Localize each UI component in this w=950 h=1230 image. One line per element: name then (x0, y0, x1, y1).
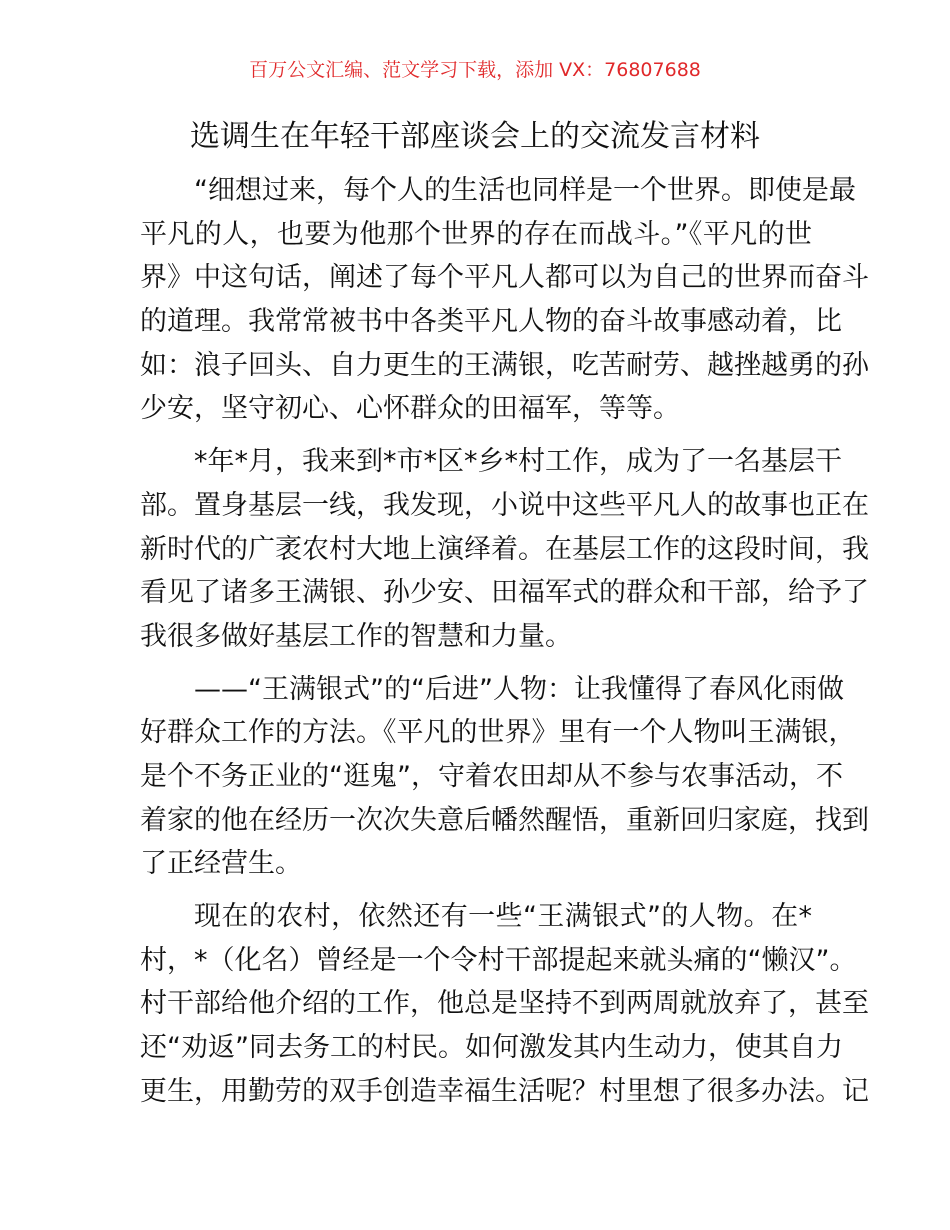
paragraph-line: 是个不务正业的“逛鬼”，守着农田却从不参与农事活动，不 (140, 760, 843, 792)
paragraph (140, 668, 869, 886)
paragraph-line: 少安，坚守初心、心怀群众的田福军，等等。 (140, 393, 680, 425)
paragraph-line: 好群众工作的方法。《平凡的世界》里有一个人物叫王满银， (140, 717, 856, 749)
watermark-banner: 百万公文汇编、范文学习下载，添加 VX：76807688 (249, 59, 701, 81)
paragraph-line: 新时代的广袤农村大地上演绎着。在基层工作的这段时间，我 (140, 533, 869, 565)
paragraph-line: 更生，用勤劳的双手创造幸福生活呢？村里想了很多办法。记 (140, 1075, 869, 1107)
paragraph-line: 看见了诸多王满银、孙少安、田福军式的群众和干部，给予了 (140, 577, 869, 609)
paragraph-line: ——“王满银式”的“后进”人物：让我懂得了春风化雨做 (194, 673, 844, 705)
paragraph-line: 村，*（化名）曾经是一个令村干部提起来就头痛的“懒汉”。 (140, 944, 857, 976)
document-body (140, 169, 869, 1122)
paragraph-line: “细想过来，每个人的生活也同样是一个世界。即使是最 (194, 175, 856, 206)
paragraph-line: 着家的他在经历一次次失意后幡然醒悟，重新回归家庭，找到 (140, 804, 869, 836)
paragraph-line: 村干部给他介绍的工作，他总是坚持不到两周就放弃了，甚至 (140, 988, 869, 1020)
paragraph-line: *年*月，我来到*市*区*乡*村工作，成为了一名基层干 (194, 446, 842, 478)
paragraph (140, 440, 869, 658)
paragraph-line: 部。置身基层一线，我发现，小说中这些平凡人的故事也正在 (140, 489, 869, 521)
paragraph (140, 169, 869, 431)
paragraph-line: 我很多做好基层工作的智慧和力量。 (140, 620, 572, 652)
paragraph-line: 的道理。我常常被书中各类平凡人物的奋斗故事感动着，比 (140, 306, 842, 338)
paragraph-line: 平凡的人，也要为他那个世界的存在而战斗。”《平凡的世 (140, 218, 812, 250)
paragraph (140, 895, 869, 1113)
paragraph-line: 还“劝返”同去务工的村民。如何激发其内生动力，使其自力 (140, 1032, 843, 1064)
paragraph-line: 了正经营生。 (140, 848, 302, 880)
paragraph-line: 如：浪子回头、自力更生的王满银，吃苦耐劳、越挫越勇的孙 (140, 349, 869, 381)
paragraph-line: 现在的农村，依然还有一些“王满银式”的人物。在* (194, 901, 812, 932)
paragraph-line: 界》中这句话，阐述了每个平凡人都可以为自己的世界而奋斗 (140, 262, 869, 294)
document-title: 选调生在年轻干部座谈会上的交流发言材料 (190, 119, 760, 154)
